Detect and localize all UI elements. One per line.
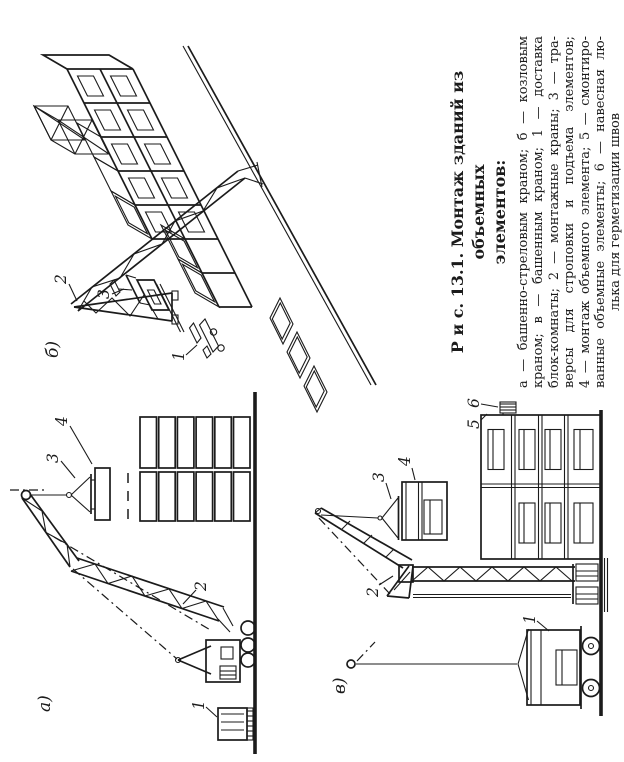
panel-b-label: б) — [43, 340, 63, 358]
callout-2-a: 2 — [192, 581, 210, 591]
callout-4-v: 4 — [396, 456, 414, 466]
lifted-block-element-a — [95, 468, 110, 520]
callout-1-a: 1 — [190, 700, 208, 710]
callout-3-a: 3 — [44, 453, 62, 463]
figure-title — [447, 36, 510, 388]
panel-a-label: а) — [35, 695, 55, 712]
legend-line: 4 — монтаж объемного элемента; 5 — смонтиро- — [577, 36, 593, 388]
foundation-slabs-b — [270, 298, 327, 412]
legend-line: лька для герметизации швов — [608, 113, 624, 311]
traverse-sling-v — [378, 496, 399, 540]
callout-2-b: 2 — [52, 274, 70, 284]
traverse-sling-a — [67, 474, 96, 514]
legend-line: а — башенно-стреловым краном; б — козловым — [516, 36, 531, 388]
figure-caption — [447, 36, 624, 388]
mounted-building-v — [481, 415, 601, 559]
tower-crane-v — [315, 508, 608, 612]
panel-b-gantry-crane-isometric — [34, 46, 376, 412]
figure-legend — [516, 36, 624, 388]
figure-title-line2: элементов: — [490, 159, 509, 265]
delivery-truck-v — [527, 626, 600, 709]
delivery-truck-b — [190, 319, 225, 358]
panel-v-label: в) — [330, 677, 350, 694]
panel-a-tower-jib-crane — [10, 392, 255, 754]
delivery-truck-a — [218, 708, 253, 740]
callout-2-v: 2 — [364, 587, 382, 597]
jib-tie-v — [317, 516, 390, 594]
figure-title-line1: Р и с. 13.1. Монтаж зданий из объемных — [448, 70, 488, 354]
legend-line: краном; в — башенным краном; 1 — доставка — [531, 36, 547, 388]
legend-line: блок-комнаты; 2 — монтажные краны; 3 — тра- — [546, 36, 562, 388]
callout-1-v: 1 — [521, 614, 539, 624]
crane-machine-body-a — [206, 621, 255, 682]
legend-line: ванные объемные элементы; 6 — навесная лю- — [593, 36, 609, 388]
block-building-b — [34, 55, 252, 307]
lowered-hook-line-v — [347, 629, 529, 700]
callout-6-v: 6 — [465, 398, 483, 408]
building-windows-v — [488, 430, 593, 544]
legend-line: версы для строповки и подъема элементов; — [562, 36, 578, 388]
hanging-cradle-v — [500, 402, 516, 415]
callout-1-b: 1 — [170, 351, 188, 361]
callout-5-v: 5 — [465, 419, 483, 429]
callout-4-a: 4 — [53, 416, 71, 426]
assembled-elements-building-a — [140, 417, 250, 521]
gantry-crane-b — [71, 162, 263, 324]
lifted-block-element-v — [402, 482, 447, 540]
panel-v-tower-crane — [315, 398, 608, 716]
callout-3-v: 3 — [370, 472, 388, 482]
callout-3-b: 3 — [95, 289, 113, 299]
hoist-cable-v — [321, 515, 378, 518]
